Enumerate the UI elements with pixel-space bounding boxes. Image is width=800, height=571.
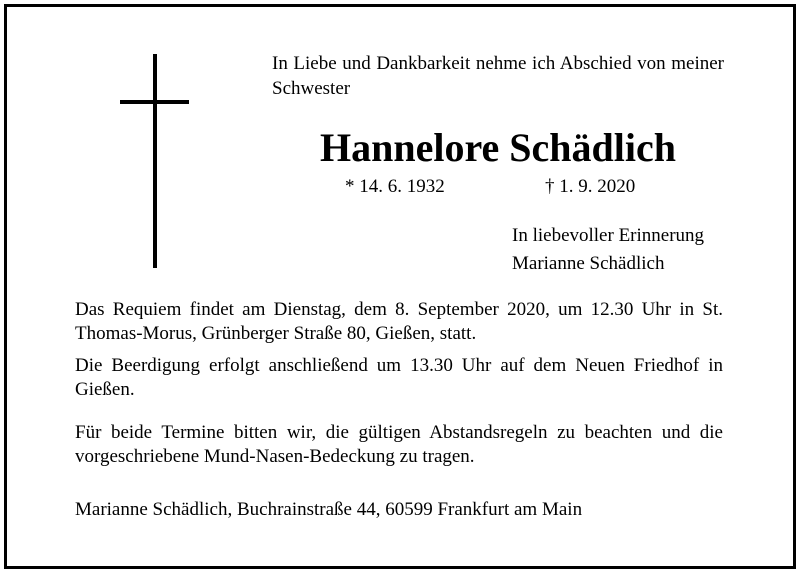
signer-name: Marianne Schädlich	[512, 253, 665, 274]
funeral-notice: Die Beerdigung erfolgt anschließend um 13.30 Uhr auf dem Neuen Friedhof in Gießen.	[75, 355, 723, 400]
birth-date: * 14. 6. 1932	[345, 176, 445, 197]
requiem-notice: Das Requiem findet am Dienstag, dem 8. September 2020, um 12.30 Uhr in St. Thomas-Morus, Grünberger Straße 80, Gießen, statt.	[75, 299, 723, 344]
distancing-notice: Für beide Termine bitten wir, die gültigen Abstandsregeln zu beachten und die vorgeschriebene Mund-Nasen-Bedeckung zu tragen.	[75, 422, 723, 467]
memory-line: In liebevoller Erinnerung	[512, 225, 705, 246]
death-date: † 1. 9. 2020	[545, 176, 636, 197]
cross-horizontal-bar	[120, 100, 189, 104]
memory-signature	[512, 222, 704, 278]
cross-vertical-bar	[153, 54, 157, 268]
contact-address: Marianne Schädlich, Buchrainstraße 44, 60599 Frankfurt am Main	[75, 499, 583, 520]
deceased-name: Hannelore Schädlich	[320, 125, 676, 170]
intro-text: In Liebe und Dankbarkeit nehme ich Abschied von meiner Schwester	[272, 53, 724, 99]
